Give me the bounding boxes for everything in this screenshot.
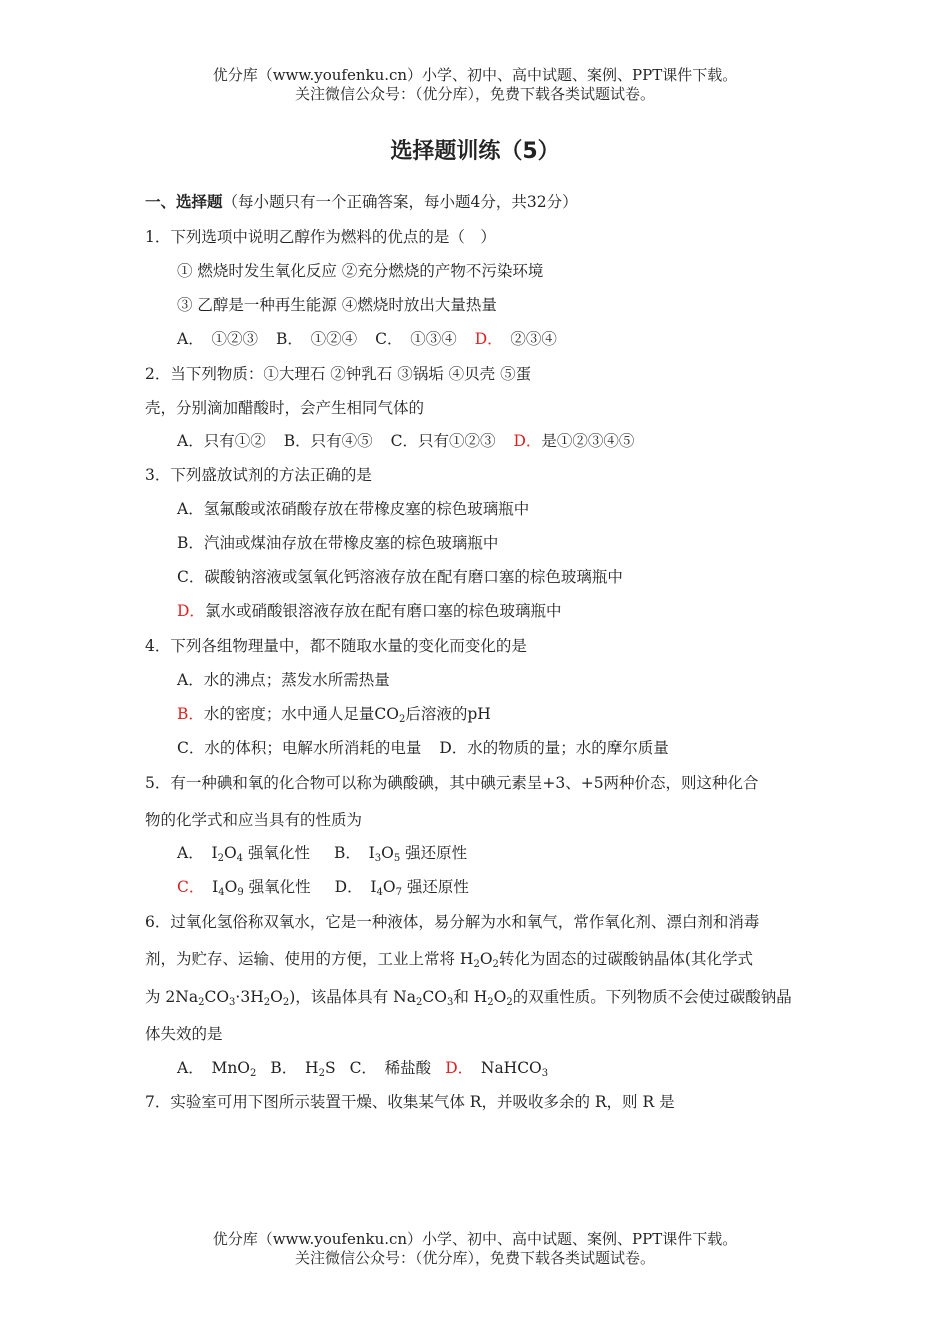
q6-option-c: C． 稀盐酸 [349,1059,432,1077]
section-label: 一、选择题 [145,193,223,211]
q5-options-ab [177,841,467,863]
q4-option-b-letter: B． [177,705,204,723]
q5-stem-2: 物的化学式和应当具有的性质为 [145,811,363,829]
q2-stem-2: 壳，分别滴加醋酸时，会产生相同气体的 [145,399,425,417]
q7-stem: 7．实验室可用下图所示装置干燥、收集某气体 R，并吸收多余的 R，则 R 是 [145,1093,675,1111]
q1-stem: 1．下列选项中说明乙醇作为燃料的优点的是（ ） [145,228,496,246]
q4-options-cd [177,736,669,758]
q1-option-b: B． ①②④ [275,330,358,348]
q1-statement-1: ① 燃烧时发生氧化反应 ②充分燃烧的产物不污染环境 [177,262,544,280]
page-header [0,66,950,104]
q4-stem: 4．下列各组物理量中，都不随取水量的变化而变化的是 [145,637,527,655]
q4-option-b-text: 水的密度；水中通人足量CO [203,705,399,723]
q5-option-d: D． $I_4O_7$ 强还原性 [334,878,469,898]
q2-option-d: 是①②③④⑤ [541,432,635,450]
q6-stem-2: 剂，为贮存、运输、使用的方便，工业上常将 $H_2O_2$转化为固态的过碳酸钠晶体(其化学式 [145,950,753,970]
section-heading [145,190,578,212]
q4-option-b-post: 后溶液的pH [405,705,491,723]
q6-option-b: B． $H_2S$ [270,1059,336,1079]
q4-option-d: D．水的物质的量；水的摩尔质量 [439,739,669,757]
q2-stem-1: 2．当下列物质：①大理石 ②钟乳石 ③锅垢 ④贝壳 ⑤蛋 [145,365,532,383]
footer-line-2: 关注微信公众号：（优分库），免费下载各类试题试卷。 [294,1249,655,1267]
q3-option-d-row [177,599,561,621]
q4-option-a: A．水的沸点；蒸发水所需热量 [177,671,390,689]
q2-option-a: A．只有①② [177,432,266,450]
q5-options-cd [177,875,469,897]
header-line-2: 关注微信公众号：（优分库），免费下载各类试题试卷。 [294,85,655,103]
q3-option-c: C．碳酸钠溶液或氢氧化钙溶液存放在配有磨口塞的棕色玻璃瓶中 [177,568,623,586]
q6-option-a: A． MnO$_2$ [177,1059,257,1079]
q3-stem: 3．下列盛放试剂的方法正确的是 [145,466,372,484]
q1-statement-2: ③ 乙醇是一种再生能源 ④燃烧时放出大量热量 [177,296,497,314]
q3-option-d: 氯水或硝酸银溶液存放在配有磨口塞的棕色玻璃瓶中 [204,602,562,620]
page-title: 选择题训练（5） [390,139,560,164]
q5-option-b: B． $I_3O_5$ 强还原性 [333,844,468,864]
q1-options [177,327,557,349]
q3-option-d-letter: D． [177,602,205,620]
q5-stem-1: 5．有一种碘和氧的化合物可以称为碘酸碘，其中碘元素呈+3、+5两种价态，则这种化合 [145,774,759,792]
q4-option-b-sub: 2 [398,714,406,725]
q3-option-b: B．汽油或煤油存放在带橡皮塞的棕色玻璃瓶中 [177,534,499,552]
q4-option-b-row [177,702,491,724]
q1-option-c: C． ①③④ [375,330,457,348]
page-footer [0,1230,950,1268]
header-line-1: 优分库（www.youfenku.cn）小学、初中、高中试题、案例、PPT课件下载。 [212,66,738,84]
q3-option-a: A．氢氟酸或浓硝酸存放在带橡皮塞的棕色玻璃瓶中 [177,500,530,518]
q2-option-d-letter: D． [513,432,542,450]
q6-stem-3: 为 $2Na_2CO_3\cdot 3H_2O_2$)，该晶体具有 $Na_2CO_3$和 $H_2O_2$的双重性质。下列物质不会使过碳酸钠晶 [145,988,792,1008]
q6-stem-4: 体失效的是 [145,1025,223,1043]
q2-option-c: C．只有①②③ [390,432,496,450]
q2-option-b: B．只有④⑤ [283,432,373,450]
q6-stem-1: 6．过氧化氢俗称双氧水，它是一种液体，易分解为水和氧气，常作氧化剂、漂白剂和消毒 [145,913,760,931]
q5-option-a: A． $I_2O_4$ 强氧化性 [177,844,310,864]
q6-option-d: D． NaHCO$_3$ [445,1059,549,1079]
q6-options [177,1056,548,1078]
q1-option-d: ②③④ [494,330,557,348]
q1-option-a: A． ①②③ [177,330,258,348]
q5-option-c: C． $I_4O_9$ 强氧化性 [177,878,311,898]
q4-option-c: C．水的体积；电解水所消耗的电量 [177,739,422,757]
footer-line-1: 优分库（www.youfenku.cn）小学、初中、高中试题、案例、PPT课件下载。 [212,1230,738,1248]
section-note: （每小题只有一个正确答案，每小题4分，共32分） [222,193,578,211]
q1-option-d-letter: D． [474,330,495,348]
q2-options [177,429,634,451]
